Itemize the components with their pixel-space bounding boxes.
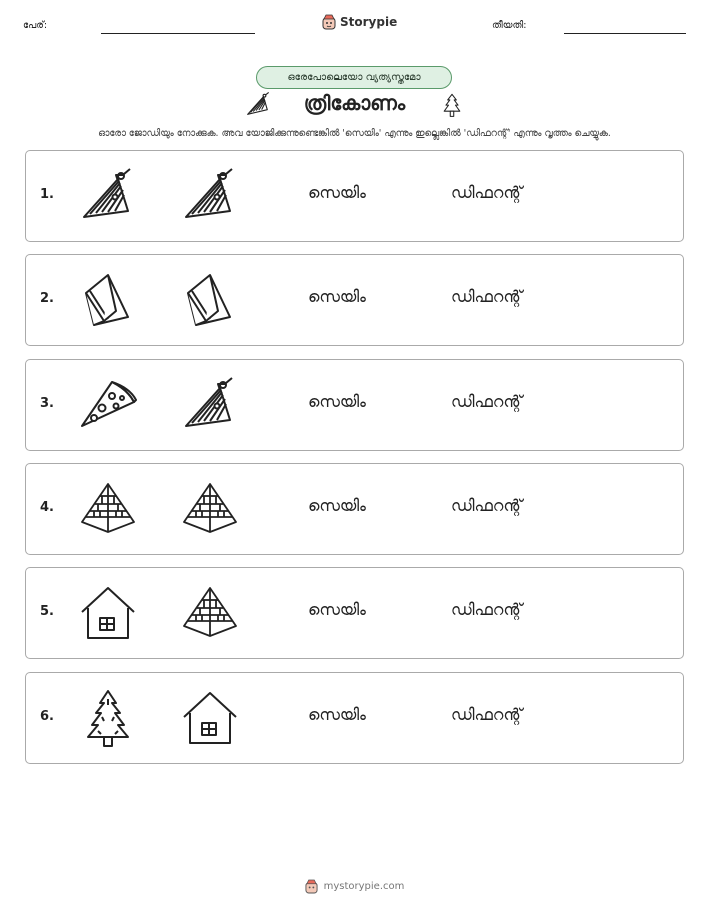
question-number: 4.	[40, 499, 54, 515]
pyramid-icon	[180, 584, 240, 644]
paper-lantern-icon	[180, 376, 240, 436]
footer-url[interactable]: mystorypie.com	[323, 881, 405, 892]
pine-tree-icon	[439, 90, 465, 122]
pizza-slice-icon	[78, 376, 138, 436]
question-row	[25, 254, 684, 346]
question-number: 6.	[40, 708, 54, 724]
storypie-mascot-icon	[305, 879, 318, 894]
pyramid-icon	[78, 480, 138, 540]
brand-logo	[322, 14, 397, 30]
pine-tree-icon	[78, 689, 138, 749]
question-number: 3.	[40, 395, 54, 411]
house-icon	[180, 689, 240, 749]
instructions: ഓരോ ജോഡിയും നോക്കുക. അവ യോജിക്കുന്നുണ്ടെങ്കിൽ 'സെയിം' എന്നും ഇല്ലെങ്കിൽ 'ഡിഫറന്റ്' എന്നും വൃത്തം ചെയ്യുക.	[98, 128, 611, 139]
different-option[interactable]: ഡിഫറന്റ്	[451, 287, 523, 307]
question-row	[25, 672, 684, 764]
worksheet-header	[0, 14, 709, 38]
house-icon	[78, 584, 138, 644]
date-label: തീയതി:	[492, 20, 527, 31]
paper-lantern-icon	[180, 167, 240, 227]
different-option[interactable]: ഡിഫറന്റ്	[451, 600, 523, 620]
name-label: പേര്:	[23, 20, 48, 31]
folded-napkin-icon	[180, 271, 240, 331]
subtitle-badge: ഒരേപോലെയോ വ്യത്യസ്തമോ	[256, 66, 452, 89]
same-option[interactable]: സെയിം	[308, 183, 366, 202]
question-number: 2.	[40, 291, 54, 307]
footer	[0, 879, 709, 894]
question-row	[25, 359, 684, 451]
same-option[interactable]: സെയിം	[308, 600, 366, 620]
same-option[interactable]: സെയിം	[308, 704, 366, 724]
same-option[interactable]: സെയിം	[308, 287, 366, 307]
question-row	[25, 150, 684, 242]
storypie-mascot-icon	[322, 14, 336, 30]
question-number: 5.	[40, 604, 54, 620]
different-option[interactable]: ഡിഫറന്റ്	[451, 495, 523, 515]
pyramid-icon	[180, 480, 240, 540]
same-option[interactable]: സെയിം	[308, 391, 366, 411]
different-option[interactable]: ഡിഫറന്റ്	[451, 704, 523, 724]
question-row	[25, 567, 684, 659]
date-field[interactable]	[564, 33, 686, 34]
question-row	[25, 463, 684, 555]
different-option[interactable]: ഡിഫറന്റ്	[451, 183, 523, 202]
different-option[interactable]: ഡിഫറന്റ്	[451, 391, 523, 411]
paper-lantern-icon	[78, 167, 138, 227]
brand-name: Storypie	[340, 15, 398, 29]
question-number: 1.	[40, 187, 54, 202]
page-title: ത്രികോണം	[303, 91, 406, 115]
name-field[interactable]	[101, 33, 255, 34]
same-option[interactable]: സെയിം	[308, 495, 366, 515]
folded-napkin-icon	[78, 271, 138, 331]
